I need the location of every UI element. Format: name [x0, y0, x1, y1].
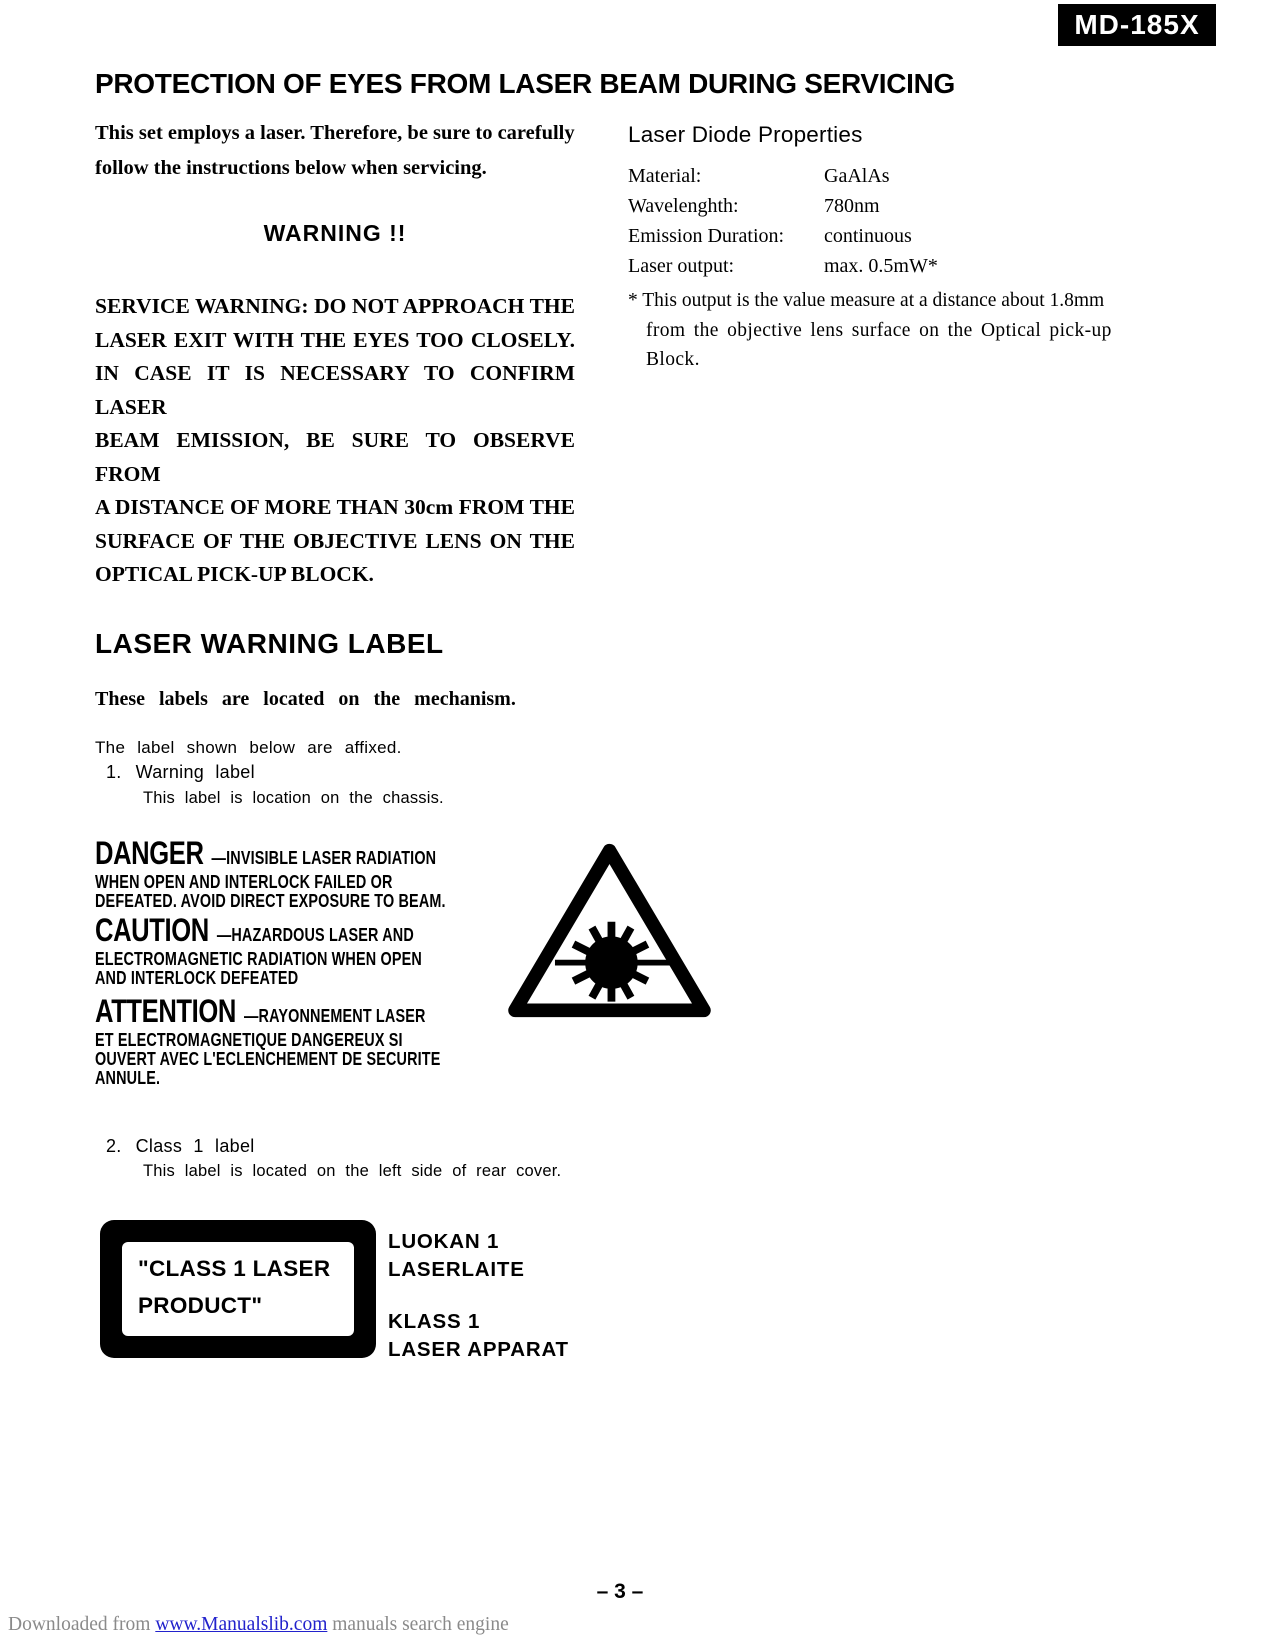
- manualslib-footer: [8, 1614, 509, 1636]
- danger-text: —INVISIBLE LASER RADIATION: [211, 848, 437, 868]
- property-label: Laser output:: [628, 255, 735, 277]
- laser-burst-warning-triangle-icon: [502, 838, 717, 1023]
- manualslib-link[interactable]: www.Manualslib.com: [155, 1614, 328, 1635]
- class1-label-line: "CLASS 1 LASER: [138, 1256, 331, 1281]
- attention-line: OUVERT AVEC L'ECLENCHEMENT DE SECURITE: [95, 1049, 441, 1069]
- service-warning-line: LASER EXIT WITH THE EYES TOO CLOSELY.: [95, 327, 575, 352]
- caution-line: AND INTERLOCK DEFEATED: [95, 968, 299, 988]
- class1-label-inner: [122, 1242, 354, 1336]
- property-value: max. 0.5mW*: [824, 255, 938, 277]
- intro-line-2: follow the instructions below when servicing.: [95, 157, 487, 179]
- property-value: GaAlAs: [824, 165, 890, 187]
- danger-line: DEFEATED. AVOID DIRECT EXPOSURE TO BEAM.: [95, 891, 446, 911]
- footer-suffix: manuals search engine: [327, 1614, 509, 1635]
- list-item-title: Warning label: [135, 762, 255, 782]
- service-warning-line: OPTICAL PICK-UP BLOCK.: [95, 562, 374, 586]
- service-warning-line: BEAM EMISSION, BE SURE TO OBSERVE FROM: [95, 428, 575, 486]
- property-value: 780nm: [824, 195, 880, 217]
- caution-line: [95, 912, 479, 950]
- translation-line: LASER APPARAT: [388, 1338, 569, 1361]
- footnote-line: * This output is the value measure at a distance about 1.8mm: [628, 290, 1105, 311]
- service-warning-line: SURFACE OF THE OBJECTIVE LENS ON THE: [95, 528, 575, 553]
- danger-word: DANGER: [95, 835, 204, 871]
- model-badge: MD-185X: [1058, 4, 1216, 46]
- labels-affixed-text: The label shown below are affixed.: [95, 738, 402, 757]
- table-row: [628, 191, 1140, 221]
- table-row: [628, 161, 1140, 191]
- table-row: [628, 221, 1140, 251]
- attention-line: ET ELECTROMAGNETIQUE DANGEREUX SI: [95, 1030, 403, 1050]
- caution-word: CAUTION: [95, 912, 209, 948]
- danger-line: [95, 835, 479, 873]
- labels-location-text: These labels are located on the mechanism.: [95, 688, 516, 710]
- attention-line: ANNULE.: [95, 1068, 161, 1088]
- service-warning-paragraph: [95, 290, 575, 592]
- caution-text: —HAZARDOUS LASER AND: [216, 925, 414, 945]
- translation-line: KLASS 1: [388, 1310, 481, 1333]
- intro-paragraph: [95, 116, 585, 186]
- page-title: PROTECTION OF EYES FROM LASER BEAM DURING SERVICING: [95, 68, 956, 99]
- warning-label-description: This label is location on the chassis.: [143, 789, 444, 807]
- attention-word: ATTENTION: [95, 993, 236, 1029]
- property-label: Emission Duration:: [628, 225, 785, 247]
- class1-label-description: This label is located on the left side of rear cover.: [143, 1162, 562, 1180]
- diode-properties-heading: Laser Diode Properties: [628, 122, 863, 147]
- laser-diode-properties: [628, 122, 1140, 375]
- list-item-title: Class 1 label: [135, 1136, 255, 1156]
- diode-properties-table: [628, 161, 1140, 281]
- attention-line: [95, 993, 479, 1031]
- class1-translations: [388, 1228, 569, 1364]
- output-footnote: [628, 286, 1140, 375]
- footer-prefix: Downloaded from: [8, 1614, 156, 1635]
- list-item-class1-label: [106, 1136, 255, 1157]
- service-warning-line: A DISTANCE OF MORE THAN 30cm FROM THE: [95, 495, 575, 519]
- class1-laser-product-label: [100, 1220, 376, 1358]
- property-label: Wavelenghth:: [628, 195, 739, 217]
- translation-line: LUOKAN 1: [388, 1230, 500, 1253]
- list-number: 1.: [106, 762, 122, 782]
- service-warning-line: IN CASE IT IS NECESSARY TO CONFIRM LASER: [95, 361, 575, 419]
- attention-text: —RAYONNEMENT LASER: [243, 1006, 426, 1026]
- table-row: [628, 251, 1140, 281]
- warning-heading: WARNING !!: [263, 220, 407, 246]
- danger-line: WHEN OPEN AND INTERLOCK FAILED OR: [95, 872, 393, 892]
- caution-line: ELECTROMAGNETIC RADIATION WHEN OPEN: [95, 949, 422, 969]
- footnote-line: from the objective lens surface on the Optical pick-up: [646, 319, 1112, 341]
- footnote-line: Block.: [646, 349, 700, 370]
- service-warning-line: SERVICE WARNING: DO NOT APPROACH THE: [95, 294, 575, 318]
- intro-line-1: This set employs a laser. Therefore, be sure to carefully: [95, 122, 575, 144]
- property-label: Material:: [628, 165, 702, 187]
- class1-label-line: PRODUCT": [138, 1293, 263, 1318]
- list-number: 2.: [106, 1136, 122, 1156]
- laser-warning-label-heading: LASER WARNING LABEL: [95, 628, 444, 659]
- page-number: – 3 –: [596, 1580, 644, 1603]
- translation-line: LASERLAITE: [388, 1258, 525, 1281]
- property-value: continuous: [824, 225, 912, 247]
- list-item-warning-label: [106, 762, 255, 783]
